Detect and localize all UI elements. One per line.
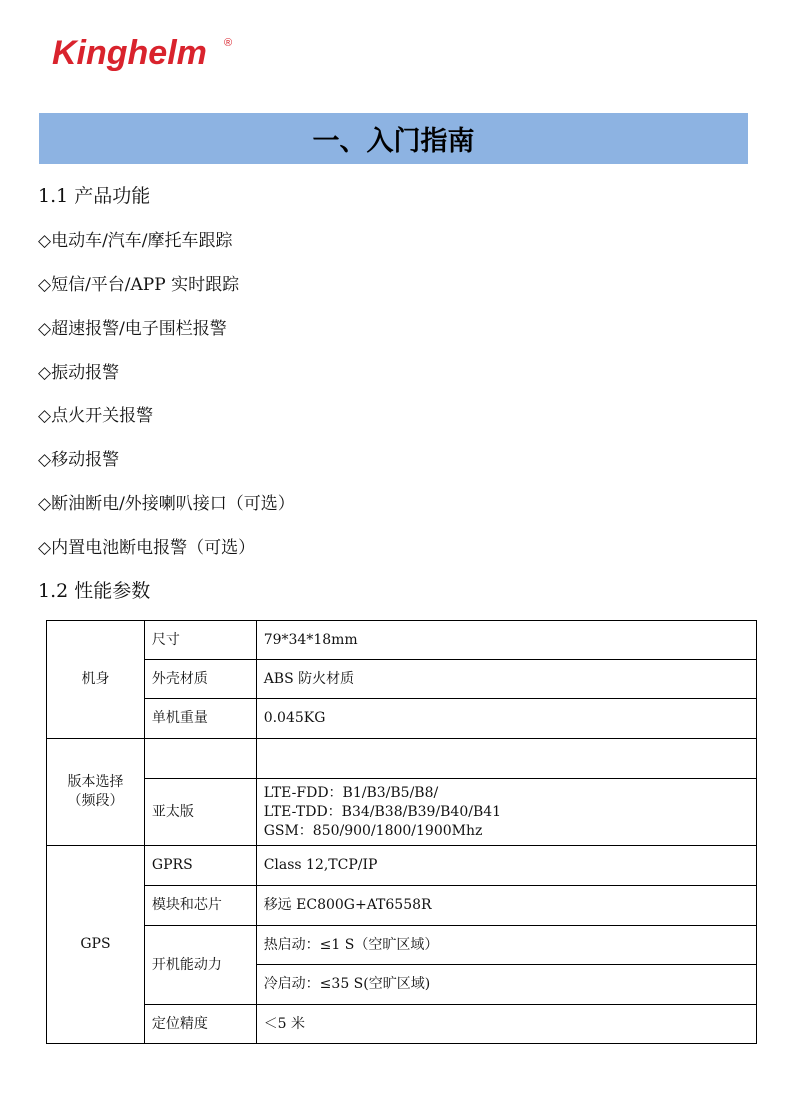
table-row — [47, 739, 757, 779]
band-line: LTE-TDD：B34/B38/B39/B40/B41 — [263, 803, 502, 820]
param-value: Class 12,TCP/IP — [256, 846, 756, 886]
param-label: 单机重量 — [144, 699, 256, 739]
param-value: 热启动：≤1 S（空旷区域） — [256, 926, 756, 965]
param-label: 定位精度 — [144, 1005, 256, 1044]
registered-mark-icon: ® — [224, 37, 233, 49]
logo-text: Kinghelm — [52, 34, 207, 72]
band-line: GSM：850/900/1800/1900Mhz — [263, 822, 483, 839]
param-value: 79*34*18mm — [256, 621, 756, 660]
table-row — [47, 886, 757, 926]
table-row — [47, 699, 757, 739]
chapter-banner — [39, 113, 748, 164]
section-title-features: 1.1 产品功能 — [38, 185, 151, 207]
table-row — [47, 621, 757, 660]
param-value — [256, 739, 756, 779]
param-value: ABS 防火材质 — [256, 660, 756, 699]
spec-table — [46, 620, 757, 1044]
feature-item: ◇振动报警 — [38, 363, 120, 383]
feature-item: ◇断油断电/外接喇叭接口（可选） — [38, 494, 295, 514]
feature-item: ◇电动车/汽车/摩托车跟踪 — [38, 231, 233, 251]
param-label — [144, 739, 256, 779]
param-label: 开机能动力 — [144, 926, 256, 1005]
param-value-multiline — [256, 779, 756, 846]
category-cell: 版本选择（频段） — [47, 739, 145, 846]
chapter-title: 一、入门指南 — [312, 126, 475, 157]
table-row — [47, 660, 757, 699]
band-line: LTE-FDD：B1/B3/B5/B8/ — [263, 784, 439, 801]
param-value: 移远 EC800G+AT6558R — [256, 886, 756, 926]
param-value: 冷启动：≤35 S(空旷区域) — [256, 965, 756, 1005]
kinghelm-logo — [52, 28, 252, 80]
param-value: 0.045KG — [256, 699, 756, 739]
category-cell: GPS — [47, 846, 145, 1044]
feature-item: ◇移动报警 — [38, 450, 120, 470]
feature-item: ◇内置电池断电报警（可选） — [38, 538, 256, 558]
param-label: 亚太版 — [144, 779, 256, 846]
param-value: ＜5 米 — [256, 1005, 756, 1044]
param-label: 模块和芯片 — [144, 886, 256, 926]
param-label: GPRS — [144, 846, 256, 886]
section-title-specs: 1.2 性能参数 — [38, 580, 151, 602]
table-row — [47, 846, 757, 886]
feature-item: ◇短信/平台/APP 实时跟踪 — [38, 275, 240, 295]
param-label: 尺寸 — [144, 621, 256, 660]
param-label: 外壳材质 — [144, 660, 256, 699]
category-cell: 机身 — [47, 621, 145, 739]
table-row — [47, 779, 757, 846]
table-row — [47, 1005, 757, 1044]
feature-item: ◇点火开关报警 — [38, 406, 154, 426]
feature-item: ◇超速报警/电子围栏报警 — [38, 319, 227, 339]
table-row — [47, 926, 757, 965]
